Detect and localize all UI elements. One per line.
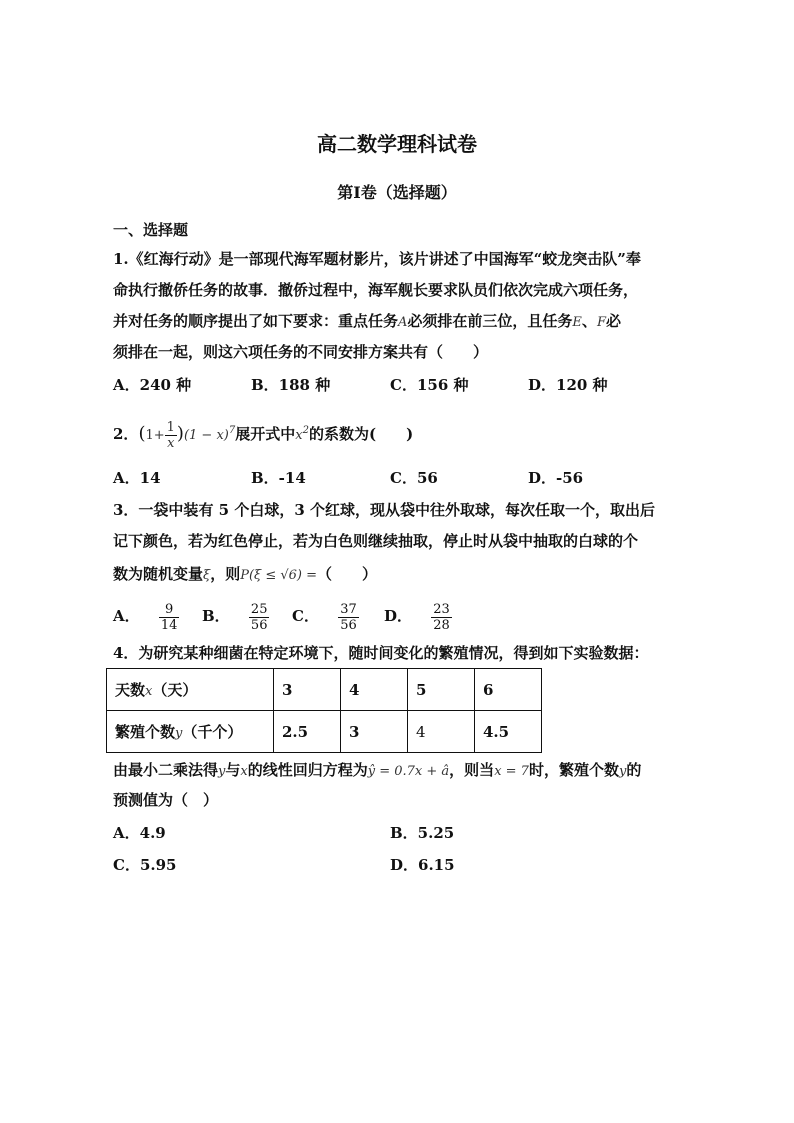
- q4-line-1: 4．为研究某种细菌在特定环境下，随时间变化的繁殖情况，得到如下实验数据：: [113, 644, 649, 662]
- table-header-days: [107, 669, 274, 711]
- table-cell: 4.5: [475, 711, 542, 753]
- experiment-data-table: [106, 668, 542, 753]
- q4-y-2: y: [618, 764, 627, 779]
- q4-l2a: 由最小二乘法得: [113, 761, 219, 779]
- q1-line-1: 1.《红海行动》是一部现代海军题材影片，该片讲述了中国海军“蛟龙突击队”奉: [113, 250, 641, 268]
- q1-line-2: 命执行撤侨任务的故事．撤侨过程中，海军舰长要求队员们依次完成六项任务，: [113, 281, 639, 299]
- q2-exponent: 7: [228, 425, 236, 436]
- q2-one-plus: 1+: [145, 428, 165, 443]
- page-title: 高二数学理科试卷: [317, 132, 477, 156]
- table-cell: 6: [475, 669, 542, 711]
- table-row: [107, 711, 542, 753]
- q4-l2c: 的线性回归方程为: [247, 761, 368, 779]
- q4-line-2: [113, 760, 641, 782]
- q3-d-num: 23: [433, 601, 450, 617]
- q4-y: y: [218, 764, 226, 779]
- count-unit: （千个）: [182, 723, 243, 741]
- q3-line-3a: 数为随机变量: [113, 565, 204, 583]
- days-var: x: [145, 684, 153, 699]
- q2-frac-den: x: [167, 435, 175, 451]
- q3-line-3b: ，则: [210, 565, 241, 583]
- q4-line-3: 预测值为（ ）: [113, 791, 219, 809]
- q4-option-b: B．5.25: [390, 824, 455, 842]
- table-cell: 3: [341, 711, 408, 753]
- q2-factor: (1 − x): [183, 428, 229, 443]
- q1-var-a: A: [398, 315, 408, 330]
- q3-option-c-fraction: [338, 602, 359, 633]
- q1-var-e: E: [572, 315, 582, 330]
- section-subtitle: 第I卷（选择题）: [337, 183, 457, 202]
- q1-line-4: 须排在一起，则这六项任务的不同安排方案共有（ ）: [113, 343, 489, 361]
- table-row: [107, 669, 542, 711]
- q2-fraction: [165, 420, 177, 451]
- q2-stem: [113, 414, 413, 453]
- q4-l2e: 时，繁殖个数: [528, 761, 619, 779]
- q3-option-a-label: A．: [113, 607, 140, 625]
- q3-option-a-fraction: [159, 602, 180, 633]
- q4-x: x: [240, 764, 248, 779]
- count-label: 繁殖个数: [115, 723, 176, 741]
- q1-option-d: D．120 种: [528, 376, 608, 394]
- q2-option-c: C．56: [390, 469, 438, 487]
- q3-xi: ξ: [203, 568, 211, 583]
- count-var: y: [175, 726, 183, 741]
- q3-option-a: [113, 598, 179, 634]
- q3-line-2: 记下颜色，若为红色停止，若为白色则继续抽取，停止时从袋中抽取的白球的个: [113, 532, 639, 550]
- q4-condition: x = 7: [494, 764, 529, 779]
- q3-option-c: [292, 598, 359, 634]
- q4-option-d: D．6.15: [390, 856, 455, 874]
- q3-line-1: 3．一袋中装有 5 个白球，3 个红球，现从袋中往外取球，每次任取一个，取出后: [113, 501, 655, 519]
- q3-line-3: [113, 564, 377, 586]
- q2-frac-num: 1: [166, 419, 175, 435]
- q1-line-3c: 必: [605, 312, 621, 330]
- q3-option-b-label: B．: [202, 607, 230, 625]
- q3-a-num: 9: [159, 602, 180, 618]
- q2-mid: 展开式中: [235, 425, 296, 443]
- q2-option-d: D．-56: [528, 469, 584, 487]
- q3-b-den: 56: [250, 617, 268, 633]
- q2-option-a: A．14: [113, 469, 161, 487]
- table-cell: 4: [408, 711, 475, 753]
- q2-tail: 的系数为( ): [308, 425, 414, 443]
- q3-d-den: 28: [433, 617, 450, 633]
- q3-option-d: [384, 598, 452, 634]
- q2-rparen: ): [176, 423, 184, 444]
- q3-c-num: 37: [340, 601, 357, 617]
- q3-option-b-fraction: [249, 602, 270, 633]
- q3-b-num: 25: [250, 601, 268, 617]
- table-cell: 2.5: [274, 711, 341, 753]
- q2-option-b: B．-14: [251, 469, 306, 487]
- q1-line-3a: 并对任务的顺序提出了如下要求：重点任务: [113, 312, 399, 330]
- q1-option-a: A．240 种: [113, 376, 192, 394]
- table-cell: 5: [408, 669, 475, 711]
- q2-lparen: (: [138, 423, 146, 444]
- q3-probability: P(ξ ≤ √6) =: [240, 568, 317, 583]
- days-label: 天数: [115, 681, 146, 699]
- q1-var-f: F: [596, 315, 606, 330]
- q2-x: x: [295, 428, 303, 443]
- q1-line-3: [113, 311, 621, 333]
- q4-option-c: C．5.95: [113, 856, 177, 874]
- q4-l2b: 与: [225, 761, 241, 779]
- q4-option-a: A．4.9: [113, 824, 166, 842]
- q2-number: 2．: [113, 425, 139, 443]
- q1-line-3b: 必须排在前三位，且任务: [407, 312, 573, 330]
- q4-l2f: 的: [626, 761, 642, 779]
- q2-square: 2: [302, 425, 309, 436]
- q1-option-c: C．156 种: [390, 376, 469, 394]
- table-cell: 4: [341, 669, 408, 711]
- q4-l2d: ，则当: [449, 761, 495, 779]
- q3-a-den: 14: [160, 617, 178, 633]
- q3-option-c-label: C．: [292, 607, 319, 625]
- q1-option-b: B．188 种: [251, 376, 331, 394]
- q3-c-den: 56: [340, 617, 357, 633]
- q3-option-b: [202, 598, 269, 634]
- table-cell: 3: [274, 669, 341, 711]
- days-unit: （天）: [152, 681, 198, 699]
- q3-option-d-label: D．: [384, 607, 413, 625]
- q1-sep: 、: [581, 312, 597, 330]
- q3-option-d-fraction: [431, 602, 452, 633]
- q4-equation: ŷ = 0.7x + â: [367, 764, 450, 779]
- section-heading: 一、选择题: [113, 221, 189, 239]
- table-header-count: [107, 711, 274, 753]
- q3-line-3c: （ ）: [317, 565, 378, 583]
